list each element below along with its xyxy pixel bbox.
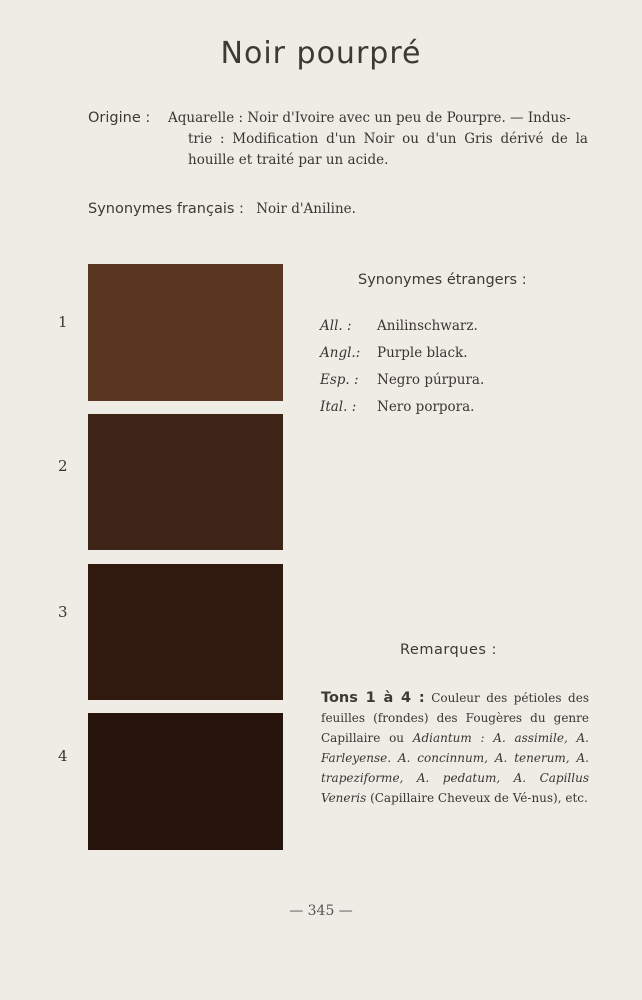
swatch-number-4: 4 xyxy=(58,747,68,765)
synonymes-etrangers-list xyxy=(320,318,580,426)
swatch-number-1: 1 xyxy=(58,313,68,331)
swatch-number-2: 2 xyxy=(58,457,68,475)
synonymes-francais-label: Synonymes français : xyxy=(88,201,244,217)
remarques-label: Tons 1 à 4 : xyxy=(321,690,425,706)
synonym-row xyxy=(320,399,580,426)
synonym-language: All. : xyxy=(320,318,352,334)
synonym-value: Nero porpora. xyxy=(377,399,475,415)
origin-line-2: trie : Modification d'un Noir ou d'un Gris dérivé de la xyxy=(188,131,588,147)
synonym-value: Negro púrpura. xyxy=(377,372,485,388)
origin-text xyxy=(168,108,588,171)
page-title: Noir pourpré xyxy=(220,36,422,71)
remarques-heading: Remarques : xyxy=(400,642,497,658)
remarques-genus: Adiantum xyxy=(412,731,472,745)
synonym-value: Purple black. xyxy=(377,345,468,361)
color-swatch-2 xyxy=(88,414,283,550)
swatch-number-3: 3 xyxy=(58,603,68,621)
origin-label: Origine : xyxy=(88,110,151,126)
remarques-text-end: (Capillaire Cheveux de Vé-nus), etc. xyxy=(370,791,588,805)
remarques-text xyxy=(321,688,589,808)
remarques-species: : A. assimile, A. Farleyense. A. concinnum, A. tenerum, A. trapeziforme, A. pedatum, A. Capillus Veneris xyxy=(321,731,589,805)
origin-line-1: Aquarelle : Noir d'Ivoire avec un peu de Pourpre. — Indus- xyxy=(168,110,571,126)
synonym-value: Anilinschwarz. xyxy=(377,318,478,334)
synonymes-etrangers-heading: Synonymes étrangers : xyxy=(358,272,527,288)
synonym-language: Ital. : xyxy=(320,399,357,415)
color-swatch-4 xyxy=(88,713,283,850)
synonym-language: Angl.: xyxy=(320,345,361,361)
synonymes-francais-value: Noir d'Aniline. xyxy=(256,201,356,217)
page-number: — 345 — xyxy=(289,903,353,919)
origin-line-3: houille et traité par un acide. xyxy=(188,152,389,168)
synonym-row xyxy=(320,372,580,399)
remarques-text-start: Couleur des pétioles des feuilles (frondes) des Fougères du genre Capillaire ou xyxy=(321,691,589,745)
synonymes-francais xyxy=(88,201,356,217)
synonym-row xyxy=(320,318,580,345)
synonym-row xyxy=(320,345,580,372)
color-swatch-1 xyxy=(88,264,283,401)
synonym-language: Esp. : xyxy=(320,372,359,388)
color-swatch-3 xyxy=(88,564,283,700)
